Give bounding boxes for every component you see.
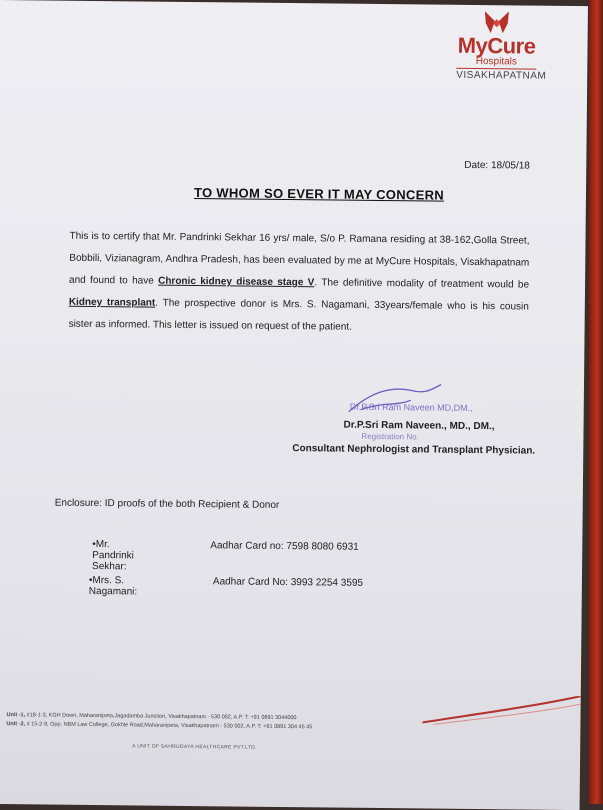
diagnosis: Chronic kidney disease stage V	[158, 275, 315, 289]
registration-stamp: Registration No.	[361, 431, 419, 442]
signatory-title: Consultant Nephrologist and Transplant Physician.	[292, 443, 536, 457]
enclosure-item-id: Aadhar Card no: 7598 8080 6931	[210, 540, 359, 553]
enclosure-item-name: •Mr. Pandrinki Sekhar:	[92, 538, 134, 573]
enclosure-item-id: Aadhar Card No: 3993 2254 3595	[212, 576, 364, 589]
mycure-emblem-icon	[482, 9, 512, 35]
letter-body	[68, 226, 529, 341]
enclosure-heading: Enclosure: ID proofs of the both Recipient & Donor	[54, 497, 280, 511]
enclosure-item-name: •Mrs. S. Nagamani:	[88, 574, 138, 598]
treatment: Kidney transplant	[68, 296, 156, 309]
letter-subject: TO WHOM SO EVER IT MAY CONCERN	[193, 185, 445, 203]
brand-city: VISAKHAPATNAM	[456, 69, 547, 82]
brand-subtitle: Hospitals	[475, 55, 518, 68]
signature-stamp-line: Dr.P.Sri Ram Naveen MD,DM.,	[349, 401, 473, 413]
signatory-name: Dr.P.Sri Ram Naveen., MD., DM.,	[343, 419, 495, 433]
letter-date: Date: 18/05/18	[464, 159, 530, 172]
body-part-1: This is to certify that Mr. Pandrinki Sekhar 16 yrs/ male, S/o P. Ramana residing at 38-162,Golla Street, Bobbili, Vizianagram, Andhra Pradesh, has been evaluated by me at MyCure Hospitals, Visakhapatnam and found to have	[69, 230, 530, 287]
body-part-2: . The definitive modality of treatment would be	[314, 277, 530, 291]
body-part-3: . The prospective donor is Mrs. S. Nagamani, 33years/female who is his cousin sister as informed. This letter is issued on request of the patient.	[68, 297, 529, 333]
footer-addresses	[6, 711, 312, 732]
footer-unit-1: Unit -1, #18-1-3, KGH Down, Maharanipeta,Jagadamba Junction, Visakhapatnam - 530 002, A.P. T: +91 0891 3044000	[6, 712, 297, 722]
brand-name: MyCure	[457, 32, 536, 59]
letterhead-logo	[456, 9, 547, 82]
footer-company: A UNIT OF SAHRUDAYA HEALTHCARE PVT.LTD.	[132, 743, 257, 751]
footer-unit-2: Unit -2, # 15-2-9, Opp. NBM Law College, Gokhle Road,Maharanipeta, Visakhapatnam - 530 002, A.P. T: +91 0891 304 45 45	[6, 721, 313, 731]
background-edge	[589, 0, 603, 804]
